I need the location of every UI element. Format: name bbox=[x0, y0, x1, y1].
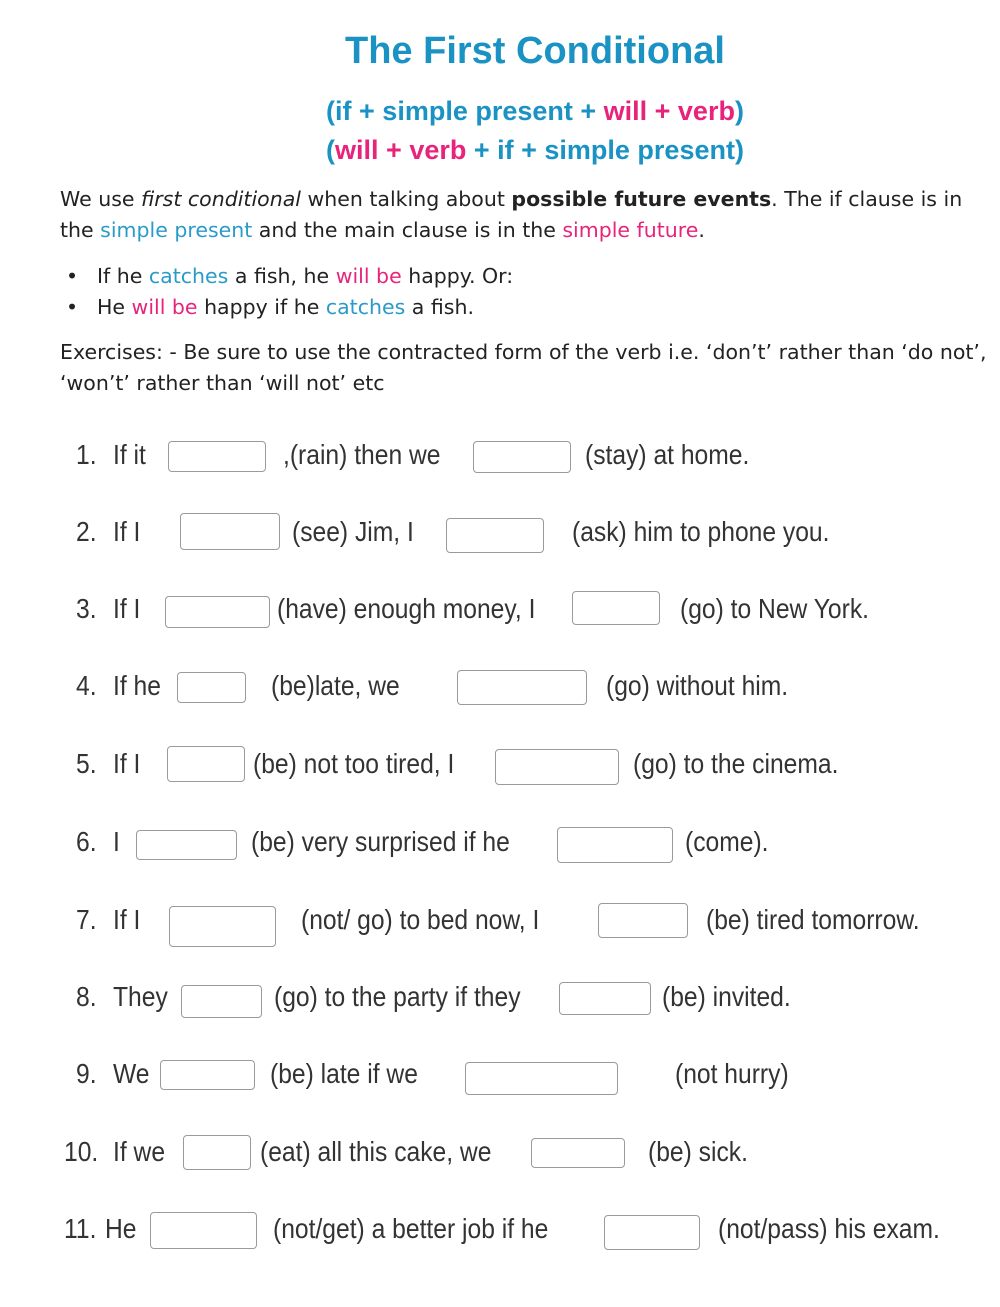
example-text: happy if he bbox=[197, 295, 326, 319]
exercise-text-end: (be) sick. bbox=[648, 1136, 748, 1167]
exercise-text-middle: ,(rain) then we bbox=[283, 439, 441, 470]
formula-1-open: (if + simple present + bbox=[326, 96, 604, 126]
intro-text: We use bbox=[60, 187, 141, 211]
exercise-text-middle: (go) to the party if they bbox=[274, 981, 521, 1012]
intro-simple-present: simple present bbox=[100, 218, 253, 242]
exercise-text-middle: (be) late if we bbox=[270, 1058, 418, 1089]
intro-italic: first conditional bbox=[141, 187, 301, 211]
exercise-text-start: If it bbox=[113, 439, 146, 470]
example-text: happy. Or: bbox=[401, 264, 514, 288]
exercise-text-start: If he bbox=[113, 670, 161, 701]
exercise-text-start: If I bbox=[113, 593, 141, 624]
exercise-number: 3. bbox=[76, 593, 97, 624]
formula-1-close: ) bbox=[734, 96, 744, 126]
exercise-text-end: (go) to the cinema. bbox=[633, 748, 839, 779]
example-future: will be bbox=[335, 264, 402, 288]
answer-box-2-a[interactable] bbox=[180, 513, 280, 550]
formula-2-close: + if + simple present) bbox=[466, 135, 744, 165]
exercise-text-end: (not hurry) bbox=[675, 1058, 789, 1089]
exercise-text-start: We bbox=[113, 1058, 150, 1089]
answer-box-4-a[interactable] bbox=[177, 672, 246, 703]
answer-box-3-b[interactable] bbox=[572, 591, 660, 625]
formula-line-2 bbox=[0, 135, 1000, 166]
exercise-text-start: If I bbox=[113, 748, 141, 779]
answer-box-1-a[interactable] bbox=[168, 441, 266, 472]
exercise-text-end: (go) without him. bbox=[606, 670, 789, 701]
answer-box-2-b[interactable] bbox=[446, 518, 544, 553]
answer-box-6-a[interactable] bbox=[136, 830, 237, 860]
answer-box-4-b[interactable] bbox=[457, 670, 587, 705]
answer-box-5-a[interactable] bbox=[167, 746, 245, 782]
formula-1-highlight: will + verb bbox=[603, 96, 735, 126]
exercise-number: 9. bbox=[76, 1058, 97, 1089]
formula-2-highlight: will + verb bbox=[335, 135, 467, 165]
example-text: If he bbox=[97, 264, 149, 288]
answer-box-10-a[interactable] bbox=[183, 1135, 251, 1170]
intro-bold: possible future events bbox=[511, 187, 772, 211]
example-item bbox=[60, 261, 513, 292]
answer-box-9-b[interactable] bbox=[465, 1062, 618, 1095]
exercise-number: 2. bbox=[76, 516, 97, 547]
exercise-number: 1. bbox=[76, 439, 97, 470]
example-future: will be bbox=[131, 295, 198, 319]
intro-text: . bbox=[698, 218, 705, 242]
answer-box-11-b[interactable] bbox=[604, 1215, 700, 1250]
answer-box-7-b[interactable] bbox=[598, 903, 688, 938]
exercise-text-end: (stay) at home. bbox=[585, 439, 750, 470]
exercise-number: 10. bbox=[64, 1136, 99, 1167]
exercise-text-start: If I bbox=[113, 516, 141, 547]
exercise-text-end: (be) invited. bbox=[662, 981, 791, 1012]
answer-box-7-a[interactable] bbox=[169, 906, 276, 947]
answer-box-1-b[interactable] bbox=[473, 441, 571, 473]
formula-2-open: ( bbox=[326, 135, 336, 165]
exercise-text-middle: (have) enough money, I bbox=[277, 593, 536, 624]
page-title: The First Conditional bbox=[345, 30, 725, 72]
exercise-number: 11. bbox=[64, 1213, 97, 1244]
answer-box-3-a[interactable] bbox=[165, 596, 270, 628]
exercise-number: 6. bbox=[76, 826, 97, 857]
exercise-text-middle: (not/ go) to bed now, I bbox=[301, 904, 540, 935]
exercise-text-start: I bbox=[113, 826, 120, 857]
answer-box-9-a[interactable] bbox=[160, 1060, 255, 1090]
answer-box-8-a[interactable] bbox=[181, 985, 262, 1018]
exercise-text-end: (not/pass) his exam. bbox=[718, 1213, 940, 1244]
exercise-text-end: (go) to New York. bbox=[680, 593, 870, 624]
exercise-text-end: (be) tired tomorrow. bbox=[706, 904, 920, 935]
intro-text: and the main clause is in the bbox=[252, 218, 563, 242]
example-present: catches bbox=[325, 295, 406, 319]
answer-box-10-b[interactable] bbox=[531, 1138, 625, 1168]
example-text: a fish, he bbox=[228, 264, 336, 288]
answer-box-11-a[interactable] bbox=[150, 1212, 257, 1249]
exercise-text-middle: (eat) all this cake, we bbox=[260, 1136, 492, 1167]
intro-text: when talking about bbox=[300, 187, 512, 211]
intro-paragraph bbox=[60, 184, 990, 246]
exercise-number: 4. bbox=[76, 670, 97, 701]
answer-box-8-b[interactable] bbox=[559, 982, 651, 1015]
exercise-text-middle: (not/get) a better job if he bbox=[273, 1213, 549, 1244]
example-present: catches bbox=[148, 264, 229, 288]
exercise-text-start: If we bbox=[113, 1136, 166, 1167]
exercise-text-end: (ask) him to phone you. bbox=[572, 516, 830, 547]
exercise-number: 5. bbox=[76, 748, 97, 779]
exercise-text-middle: (be) not too tired, I bbox=[253, 748, 455, 779]
example-list bbox=[60, 261, 513, 323]
exercise-number: 7. bbox=[76, 904, 97, 935]
exercise-text-middle: (see) Jim, I bbox=[292, 516, 414, 547]
intro-simple-future: simple future bbox=[562, 218, 699, 242]
exercise-instructions: Exercises: - Be sure to use the contracted form of the verb i.e. ‘don’t’ rather than ‘do not’, ‘won’t’ rather than ‘will not’ etc bbox=[60, 340, 987, 395]
exercise-text-middle: (be) very surprised if he bbox=[251, 826, 510, 857]
formula-line-1 bbox=[0, 96, 1000, 127]
answer-box-5-b[interactable] bbox=[495, 749, 619, 785]
example-text: He bbox=[97, 295, 132, 319]
example-item bbox=[60, 292, 513, 323]
answer-box-6-b[interactable] bbox=[557, 827, 673, 863]
exercise-text-end: (come). bbox=[685, 826, 769, 857]
exercise-text-start: They bbox=[113, 981, 168, 1012]
exercise-text-start: If I bbox=[113, 904, 141, 935]
exercise-text-start: He bbox=[105, 1213, 137, 1244]
exercise-text-middle: (be)late, we bbox=[271, 670, 400, 701]
intro-text: . The if clause is in the bbox=[60, 187, 963, 242]
exercise-number: 8. bbox=[76, 981, 97, 1012]
example-text: a fish. bbox=[405, 295, 474, 319]
